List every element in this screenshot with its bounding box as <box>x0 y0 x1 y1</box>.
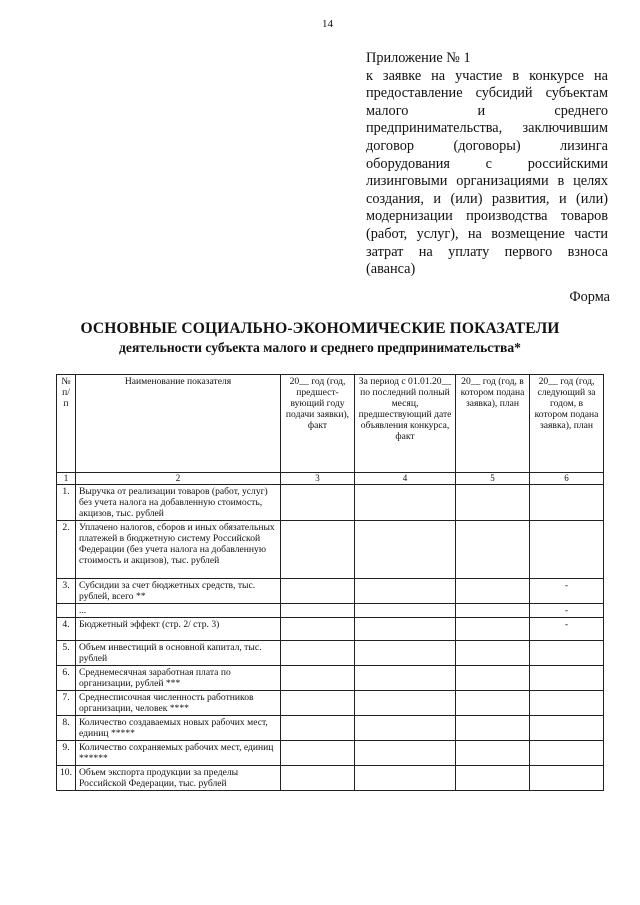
row-cell-period[interactable] <box>355 716 456 741</box>
appendix-block <box>366 50 608 279</box>
row-cell-period[interactable] <box>355 579 456 604</box>
row-cell-next-year[interactable]: - <box>530 579 604 604</box>
row-indicator-name: Объем экспорта продукции за пределы Российской Федерации, тыс. рублей <box>76 766 281 791</box>
table-row <box>57 691 604 716</box>
row-number: 9. <box>57 741 76 766</box>
table-row <box>57 604 604 618</box>
row-cell-next-year[interactable] <box>530 741 604 766</box>
table-row <box>57 579 604 604</box>
column-number: 2 <box>76 473 281 485</box>
column-number: 6 <box>530 473 604 485</box>
row-cell-prev-year[interactable] <box>281 716 355 741</box>
column-number: 1 <box>57 473 76 485</box>
row-number: 2. <box>57 521 76 579</box>
table-header-row <box>57 375 604 473</box>
row-number: 3. <box>57 579 76 604</box>
row-number: 7. <box>57 691 76 716</box>
row-cell-period[interactable] <box>355 618 456 641</box>
indicators-table <box>56 374 604 791</box>
row-cell-prev-year[interactable] <box>281 618 355 641</box>
table-row <box>57 618 604 641</box>
appendix-text: к заявке на участие в конкурсе на предоставление субсидий субъектам малого и среднего предпринимательства, заключившим договор (договоры) лизинга оборудования с российскими лизинговыми организациями в целях создания, и (или) развития, и (или) модернизации производства товаров (работ, услуг), на возмещение части затрат на уплату первого взноса (аванса) <box>366 67 608 278</box>
row-cell-period[interactable] <box>355 741 456 766</box>
row-cell-period[interactable] <box>355 521 456 579</box>
row-number: 8. <box>57 716 76 741</box>
row-cell-next-year[interactable] <box>530 716 604 741</box>
row-cell-period[interactable] <box>355 604 456 618</box>
row-cell-current-year[interactable] <box>456 521 530 579</box>
column-number: 5 <box>456 473 530 485</box>
header-current-year: 20__ год (год, в котором подана заявка), план <box>456 375 530 473</box>
row-cell-period[interactable] <box>355 485 456 521</box>
row-cell-next-year[interactable] <box>530 766 604 791</box>
row-cell-prev-year[interactable] <box>281 691 355 716</box>
row-number <box>57 604 76 618</box>
table-row <box>57 741 604 766</box>
column-number-row <box>57 473 604 485</box>
row-cell-current-year[interactable] <box>456 741 530 766</box>
row-cell-next-year[interactable]: - <box>530 618 604 641</box>
row-cell-next-year[interactable]: - <box>530 604 604 618</box>
row-cell-period[interactable] <box>355 666 456 691</box>
row-indicator-name: Количество создаваемых новых рабочих мест, единиц ***** <box>76 716 281 741</box>
row-cell-period[interactable] <box>355 766 456 791</box>
row-cell-current-year[interactable] <box>456 604 530 618</box>
row-cell-current-year[interactable] <box>456 666 530 691</box>
page-number: 14 <box>322 18 333 30</box>
row-indicator-name: Объем инвестиций в основной капитал, тыс. рублей <box>76 641 281 666</box>
row-cell-prev-year[interactable] <box>281 485 355 521</box>
row-cell-current-year[interactable] <box>456 691 530 716</box>
row-cell-next-year[interactable] <box>530 666 604 691</box>
row-indicator-name: Уплачено налогов, сборов и иных обязательных платежей в бюджетную систему Российской Федерации (без учета налога на добавленную стоимость и акцизов), тыс. рублей <box>76 521 281 579</box>
row-cell-next-year[interactable] <box>530 485 604 521</box>
row-cell-next-year[interactable] <box>530 641 604 666</box>
row-number: 5. <box>57 641 76 666</box>
table-row <box>57 666 604 691</box>
row-indicator-name: Среднесписочная численность работников организации, человек **** <box>76 691 281 716</box>
row-cell-current-year[interactable] <box>456 766 530 791</box>
header-num: № п/п <box>57 375 76 473</box>
row-indicator-name: Выручка от реализации товаров (работ, услуг) без учета налога на добавленную стоимость, акцизов, тыс. рублей <box>76 485 281 521</box>
row-number: 1. <box>57 485 76 521</box>
row-cell-prev-year[interactable] <box>281 641 355 666</box>
row-cell-current-year[interactable] <box>456 716 530 741</box>
row-indicator-name: Субсидии за счет бюджетных средств, тыс. рублей, всего ** <box>76 579 281 604</box>
table-row <box>57 521 604 579</box>
row-cell-current-year[interactable] <box>456 485 530 521</box>
row-cell-prev-year[interactable] <box>281 666 355 691</box>
row-indicator-name: Среднемесячная заработная плата по организации, рублей *** <box>76 666 281 691</box>
row-indicator-name: Бюджетный эффект (стр. 2/ стр. 3) <box>76 618 281 641</box>
document-heading: ОСНОВНЫЕ СОЦИАЛЬНО-ЭКОНОМИЧЕСКИЕ ПОКАЗАТЕЛИ <box>80 320 560 337</box>
row-cell-period[interactable] <box>355 691 456 716</box>
row-number: 6. <box>57 666 76 691</box>
header-prev-year: 20__ год (год, предшест-вующий году подачи заявки), факт <box>281 375 355 473</box>
appendix-title: Приложение № 1 <box>366 50 471 66</box>
row-number: 4. <box>57 618 76 641</box>
row-cell-prev-year[interactable] <box>281 604 355 618</box>
row-cell-current-year[interactable] <box>456 618 530 641</box>
column-number: 4 <box>355 473 456 485</box>
table-row <box>57 766 604 791</box>
row-indicator-name: ... <box>76 604 281 618</box>
table-row <box>57 485 604 521</box>
header-name: Наименование показателя <box>76 375 281 473</box>
document-subheading: деятельности субъекта малого и среднего предпринимательства* <box>119 340 521 355</box>
row-cell-next-year[interactable] <box>530 521 604 579</box>
row-cell-prev-year[interactable] <box>281 741 355 766</box>
column-number: 3 <box>281 473 355 485</box>
row-cell-prev-year[interactable] <box>281 521 355 579</box>
header-period: За период с 01.01.20__ по последний полный месяц, предшествующий дате объявления конкурса, факт <box>355 375 456 473</box>
table-row <box>57 716 604 741</box>
row-cell-prev-year[interactable] <box>281 766 355 791</box>
row-cell-period[interactable] <box>355 641 456 666</box>
header-next-year: 20__ год (год, следующий за годом, в котором подана заявка), план <box>530 375 604 473</box>
table-row <box>57 641 604 666</box>
row-cell-current-year[interactable] <box>456 641 530 666</box>
form-label: Форма <box>569 289 610 305</box>
row-cell-prev-year[interactable] <box>281 579 355 604</box>
row-cell-next-year[interactable] <box>530 691 604 716</box>
row-cell-current-year[interactable] <box>456 579 530 604</box>
row-indicator-name: Количество сохраняемых рабочих мест, единиц ****** <box>76 741 281 766</box>
row-number: 10. <box>57 766 76 791</box>
